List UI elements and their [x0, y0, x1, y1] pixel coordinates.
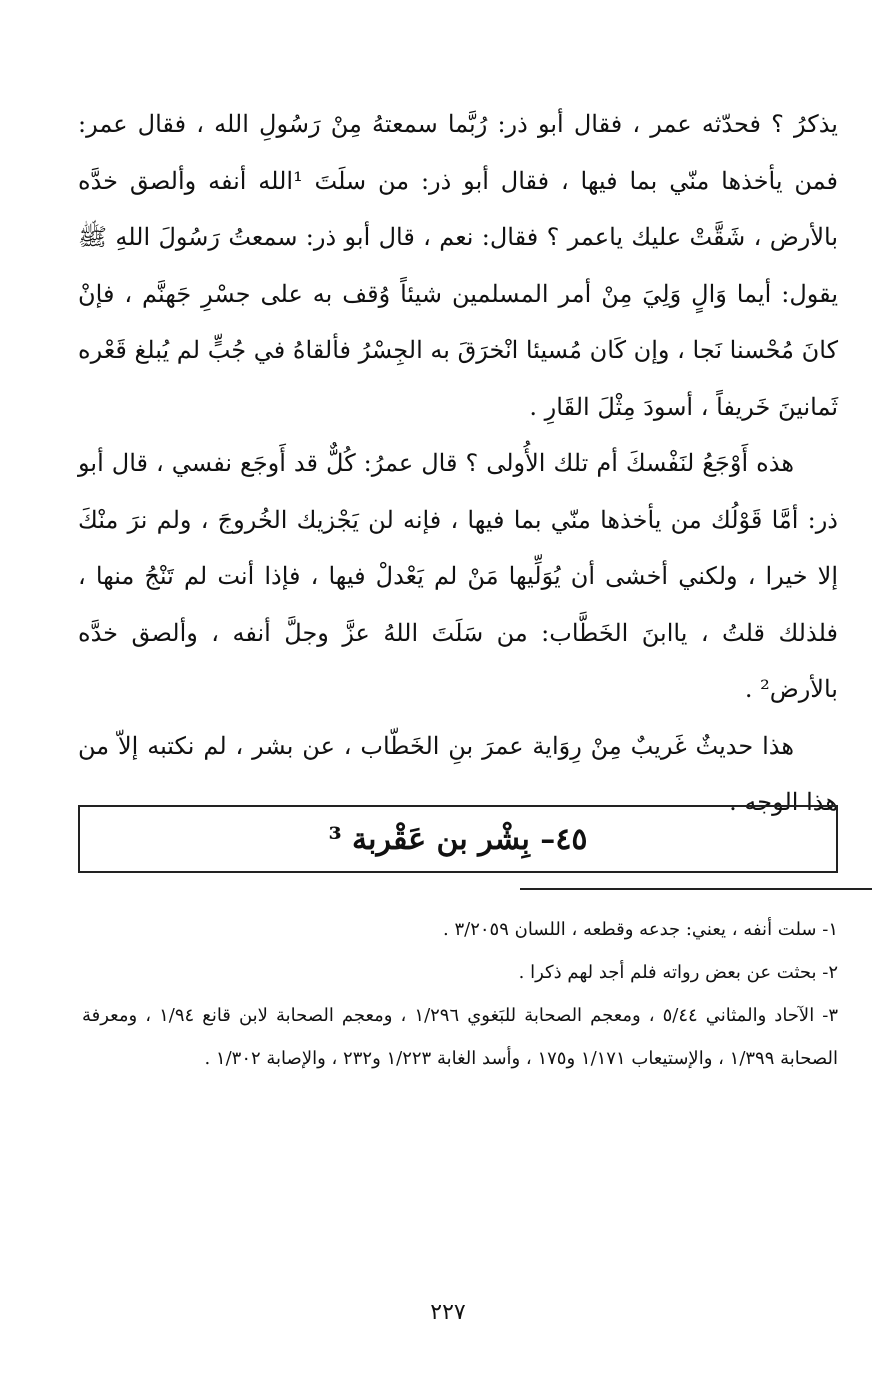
footnote-2: ٢- بحثت عن بعض رواته فلم أجد لهم ذكرا .	[518, 962, 838, 983]
paragraph-3: هذا حديثٌ غَريبٌ مِنْ رِوَاية عمرَ بنِ الخَطّاب ، عن بشر ، لم نكتبه إلاّ من هذا الوجه .	[78, 731, 838, 816]
main-text	[78, 96, 838, 831]
footnotes	[82, 908, 838, 1080]
paragraph-1: يذكرُ ؟ فحدّثه عمر ، فقال أبو ذر: رُبَّما سمعتهُ مِنْ رَسُولِ الله ، فقال عمر: فمن يأخذها منّي بما فيها ، فقال أبو ذر: من سلَتَ ¹الله أنفه وألصق خدَّه بالأرض ، شَقَّتْ عليك ياعمر ؟ فقال: نعم ، قال أبو ذر: سمعتُ رَسُولَ اللهِ ﷺ يقول: أيما وَالٍ وَلِيَ مِنْ أمر المسلمين شيئاً وُقف به على جسْرِ جَهنَّم ، فإنْ كانَ مُحْسنا نَجا ، وإن كَان مُسيئا انْخرَقَ به الجِسْرُ فألقاهُ في جُبٍّ لم يُبلغ قَعْره ثَمانينَ خَريفاً ، أسودَ مِثْلَ القَارِ .	[78, 110, 838, 421]
section-heading-box	[78, 805, 838, 873]
footnote-1: ١- سلت أنفه ، يعني: جدعه وقطعه ، اللسان ٣/٢٠٥٩ .	[443, 919, 838, 940]
page-number: ٢٢٧	[430, 1300, 466, 1325]
section-heading: ٤٥– بِشْر بن عَقْربة ³	[328, 821, 588, 857]
footnote-separator	[520, 888, 872, 890]
footnote-3: ٣- الآحاد والمثاني ٥/٤٤ ، ومعجم الصحابة للبَغوي ١/٢٩٦ ، ومعجم الصحابة لابن قانع ١/٩٤ ، ومعرفة الصحابة ١/٣٩٩ ، والإستيعاب ١/١٧١ و١٧٥ ، وأسد الغابة ١/٢٢٣ و٢٣٢ ، والإصابة ١/٣٠٢ .	[82, 1005, 838, 1069]
paragraph-2: هذه أَوْجَعُ لنَفْسكَ أم تلك الأُولى ؟ قال عمرُ: كُلٌّ قد أَوجَع نفسي ، قال أبو ذر: أمَّا قَوْلُك من يأخذها منّي بما فيها ، فإنه لن يَجْزيك الخُروجَ ، ولم نرَ منْكَ إلا خيرا ، ولكني أخشى أن يُوَلِّيها مَنْ لم يَعْدلْ فيها ، فإذا أنت لم تَنْجُ منها ، فلذلك قلتُ ، ياابنَ الخَطَّاب: من سَلَتَ اللهُ عزَّ وجلَّ أنفه ، وألصق خدَّه بالأرض² .	[78, 449, 838, 703]
